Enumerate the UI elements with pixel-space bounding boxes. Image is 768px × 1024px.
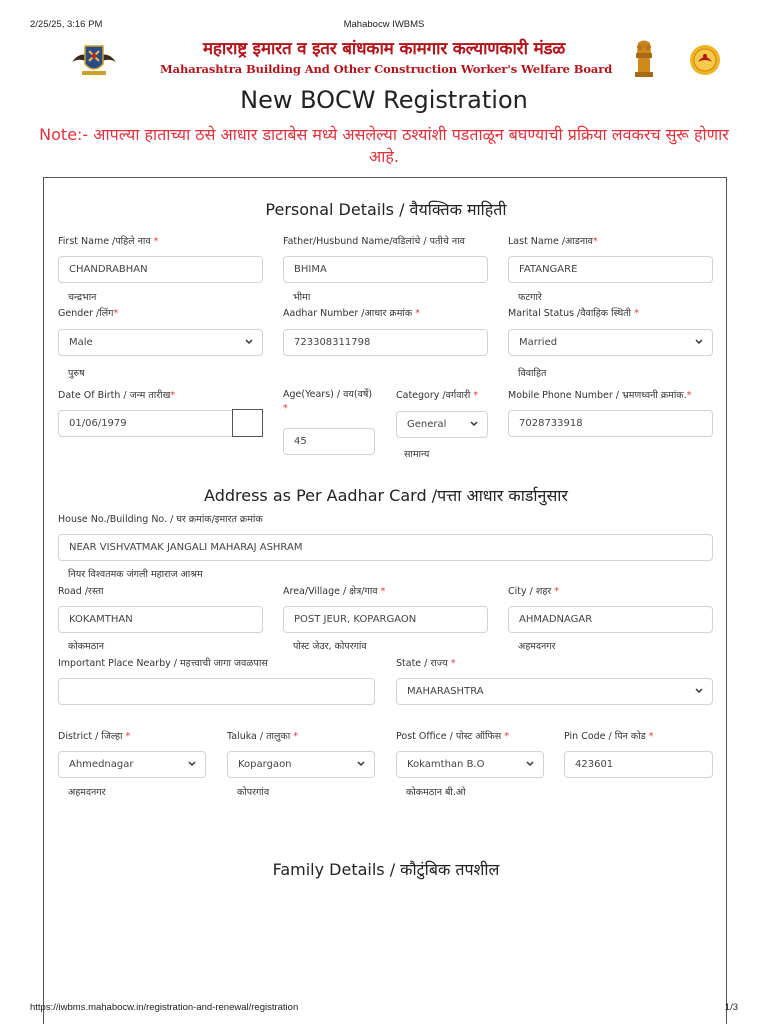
mobile-label: Mobile Phone Number / भ्रमणध्वनी क्रमांक.* [508, 390, 692, 401]
aadhar-field[interactable]: 723308311798 [283, 329, 488, 356]
house-hint: नियर विश्वतमक जंगली महाराज आश्रम [68, 569, 203, 580]
aadhar-label: Aadhar Number /आधार क्रमांक * [283, 308, 420, 319]
city-field[interactable]: AHMADNAGAR [508, 606, 713, 633]
taluka-value: Kopargaon [238, 759, 292, 770]
area-hint: पोस्ट जेउर, कोपरगांव [293, 641, 367, 652]
house-label: House No./Building No. / घर क्रमांक/इमारत क्रमांक [58, 514, 263, 525]
city-hint: अहमदनगर [518, 641, 556, 652]
gender-select[interactable] [58, 329, 263, 356]
father-name-hint: भीमा [293, 292, 311, 303]
print-page-number: 1/3 [724, 1002, 738, 1013]
last-name-label: Last Name /आडनाव* [508, 236, 598, 247]
first-name-hint: चन्द्रभान [68, 292, 97, 303]
state-select[interactable] [396, 678, 713, 705]
post-office-label: Post Office / पोस्ट ऑफिस * [396, 731, 509, 742]
print-url: https://iwbms.mahabocw.in/registration-and-renewal/registration [30, 1002, 299, 1013]
district-select[interactable] [58, 751, 206, 778]
board-logo-icon [68, 42, 120, 78]
taluka-label: Taluka / तालुका * [227, 731, 298, 742]
category-select[interactable] [396, 411, 488, 438]
chevron-down-icon [694, 685, 704, 697]
address-heading: Address as Per Aadhar Card /पत्ता आधार कार्डानुसार [204, 486, 568, 505]
print-datetime: 2/25/25, 3:16 PM [30, 19, 103, 30]
category-label: Category /वर्गवारी * [396, 390, 479, 401]
last-name-hint: फटगारे [518, 292, 542, 303]
personal-details-heading: Personal Details / वैयक्तिक माहिती [265, 200, 507, 219]
last-name-field[interactable]: FATANGARE [508, 256, 713, 283]
area-label: Area/Village / क्षेत्र/गाव * [283, 586, 386, 597]
site-header [0, 34, 768, 86]
taluka-select[interactable] [227, 751, 375, 778]
national-emblem-icon [630, 39, 658, 81]
category-value: General [407, 419, 447, 430]
chevron-down-icon [469, 418, 479, 430]
city-label: City / शहर * [508, 586, 560, 597]
district-value: Ahmednagar [69, 759, 134, 770]
dob-label: Date Of Birth / जन्म तारीख* [58, 390, 176, 401]
father-name-label: Father/Husbund Name/वडिलांचे / पतीचे नाव [283, 236, 465, 247]
first-name-field[interactable]: CHANDRABHAN [58, 256, 263, 283]
first-name-label: First Name /पहिले नाव * [58, 236, 159, 247]
org-name-english: Maharashtra Building And Other Construction Worker's Welfare Board [160, 62, 613, 76]
registration-form-card [43, 177, 727, 1024]
family-details-heading: Family Details / कौटुंबिक तपशील [272, 860, 500, 879]
print-footer [0, 996, 768, 1024]
gender-hint: पुरुष [68, 368, 85, 379]
father-name-field[interactable]: BHIMA [283, 256, 488, 283]
state-seal-icon [689, 44, 721, 76]
gender-value: Male [69, 337, 93, 348]
road-label: Road /रस्ता [58, 586, 104, 597]
road-hint: कोकमठान [68, 641, 104, 652]
calendar-button[interactable] [232, 409, 263, 437]
landmark-field[interactable] [58, 678, 375, 705]
page-title: New BOCW Registration [240, 86, 528, 114]
marital-status-hint: विवाहित [518, 368, 547, 379]
pincode-field[interactable]: 423601 [564, 751, 713, 778]
marital-status-select[interactable] [508, 329, 713, 356]
chevron-down-icon [244, 336, 254, 348]
chevron-down-icon [356, 758, 366, 770]
district-hint: अहमदनगर [68, 787, 106, 798]
age-label: Age(Years) / वय(वर्षे) * [283, 389, 373, 414]
road-field[interactable]: KOKAMTHAN [58, 606, 263, 633]
state-value: MAHARASHTRA [407, 686, 484, 697]
post-office-value: Kokamthan B.O [407, 759, 485, 770]
mobile-field[interactable]: 7028733918 [508, 410, 713, 437]
category-hint: सामान्य [404, 449, 430, 460]
post-office-hint: कोकमठान बी.ओ [406, 787, 466, 798]
state-label: State / राज्य * [396, 658, 456, 669]
age-field[interactable]: 45 [283, 428, 375, 455]
taluka-hint: कोपरगांव [237, 787, 270, 798]
marital-status-label: Marital Status /वैवाहिक स्थिती * [508, 308, 639, 319]
pincode-label: Pin Code / पिन कोड * [564, 731, 654, 742]
landmark-label: Important Place Nearby / महत्त्वाची जागा जवळपास [58, 658, 268, 669]
dob-field[interactable]: 01/06/1979 [58, 410, 233, 437]
chevron-down-icon [187, 758, 197, 770]
org-name-marathi: महाराष्ट्र इमारत व इतर बांधकाम कामगार कल्याणकारी मंडळ [202, 39, 566, 59]
marital-status-value: Married [519, 337, 558, 348]
print-header [0, 0, 768, 30]
area-field[interactable]: POST JEUR, KOPARGAON [283, 606, 488, 633]
house-field[interactable]: NEAR VISHVATMAK JANGALI MAHARAJ ASHRAM [58, 534, 713, 561]
gender-label: Gender /लिंग* [58, 308, 119, 319]
chevron-down-icon [525, 758, 535, 770]
print-title: Mahabocw IWBMS [343, 19, 425, 30]
post-office-select[interactable] [396, 751, 544, 778]
chevron-down-icon [694, 336, 704, 348]
district-label: District / जिल्हा * [58, 731, 131, 742]
note-text: Note:- आपल्या हाताच्या ठसे आधार डाटाबेस मध्ये असलेल्या ठश्यांशी पडताळून बघण्याची प्रक्रिया लवकरच सुरू होणार आहे. [39, 125, 729, 166]
